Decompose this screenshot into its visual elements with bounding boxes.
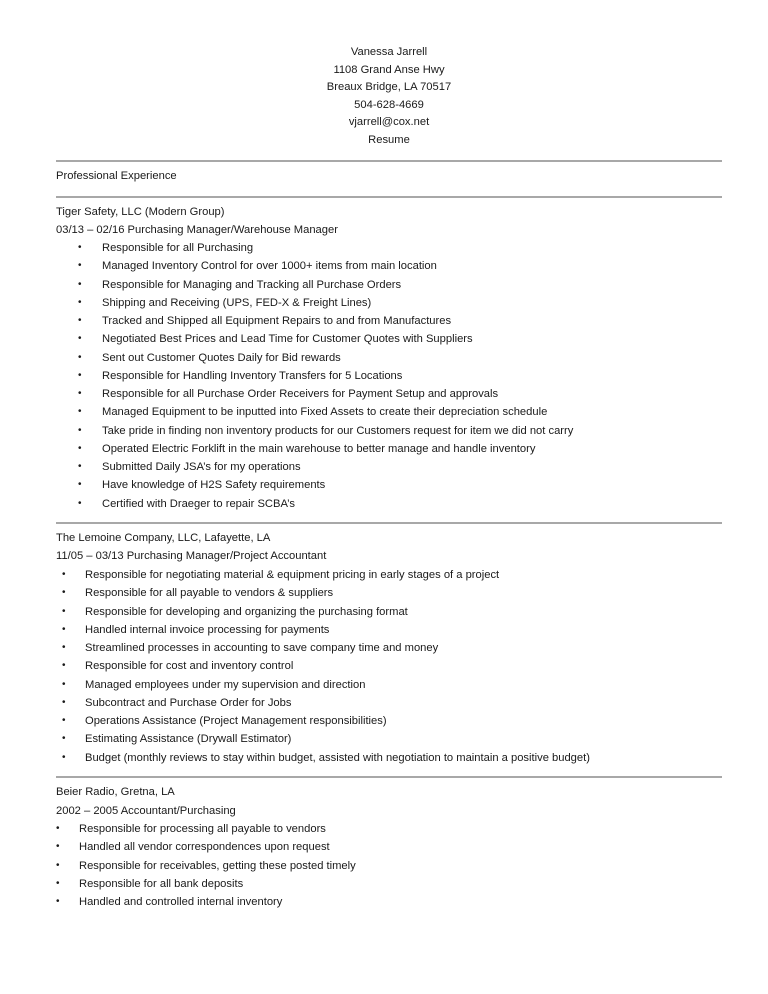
bullet-dot-icon: • [62, 642, 66, 653]
contact-phone: 504-628-4669 [354, 98, 424, 111]
bullet-text: Have knowledge of H2S Safety requirements [102, 479, 326, 492]
job-company: Beier Radio, Gretna, LA [56, 786, 175, 798]
bullet-dot-icon: • [78, 479, 82, 491]
divider [56, 522, 722, 524]
bullet-dot-icon: • [62, 696, 66, 708]
bullet-text: Certified with Draeger to repair SCBA’s [102, 497, 295, 510]
bullet-text: Handled internal invoice processing for payments [85, 623, 330, 636]
bullet-dot-icon: • [62, 605, 66, 617]
bullet-dot-icon: • [78, 388, 82, 399]
bullet-text: Responsible for all Purchasing [102, 242, 254, 254]
contact-name: Vanessa Jarrell [350, 46, 428, 58]
bullet-text: Managed employees under my supervision and direction [85, 678, 366, 691]
bullet-text: Handled and controlled internal inventory [79, 896, 283, 908]
document-label: Resume [368, 133, 410, 146]
bullet-dot-icon: • [56, 859, 60, 871]
bullet-dot-icon: • [78, 333, 82, 345]
bullet-dot-icon: • [62, 733, 66, 745]
bullet-dot-icon: • [62, 715, 66, 726]
bullet-dot-icon: • [56, 823, 60, 834]
bullet-dot-icon: • [56, 896, 60, 907]
bullet-dot-icon: • [78, 278, 82, 290]
bullet-text: Tracked and Shipped all Equipment Repairs to and from Manufactures [102, 315, 452, 327]
section-title: Professional Experience [56, 170, 177, 182]
bullet-dot-icon: • [78, 351, 82, 363]
bullet-dot-icon: • [62, 569, 66, 580]
bullet-dot-icon: • [78, 497, 82, 509]
bullet-dot-icon: • [56, 877, 60, 889]
bullet-text: Estimating Assistance (Drywall Estimator) [85, 733, 292, 746]
bullet-dot-icon: • [62, 660, 66, 672]
job-dates-role: 03/13 – 02/16 Purchasing Manager/Warehouse Manager [56, 224, 338, 236]
contact-email: vjarrell@cox.net [348, 116, 430, 129]
bullet-text: Operated Electric Forklift in the main warehouse to better manage and handle inventory [102, 442, 536, 455]
bullet-dot-icon: • [78, 296, 82, 308]
bullet-text: Budget (monthly reviews to stay within budget, assisted with negotiation to maintain a positive budget) [85, 751, 590, 764]
divider [56, 776, 722, 778]
bullet-dot-icon: • [78, 242, 82, 253]
bullet-text: Responsible for all payable to vendors & suppliers [85, 587, 334, 600]
bullet-dot-icon: • [78, 461, 82, 472]
bullet-text: Sent out Customer Quotes Daily for Bid rewards [102, 351, 341, 364]
bullet-dot-icon: • [78, 260, 82, 272]
bullet-text: Subcontract and Purchase Order for Jobs [85, 696, 292, 709]
bullet-dot-icon: • [78, 424, 82, 436]
contact-city: Breaux Bridge, LA 70517 [326, 81, 452, 94]
bullet-text: Responsible for all bank deposits [79, 877, 244, 890]
divider [56, 160, 722, 162]
bullet-text: Responsible for processing all payable to vendors [79, 823, 326, 835]
bullet-text: Streamlined processes in accounting to save company time and money [85, 642, 439, 654]
bullet-text: Responsible for Managing and Tracking all Purchase Orders [102, 278, 402, 291]
bullet-text: Responsible for negotiating material & equipment pricing in early stages of a project [85, 569, 500, 581]
bullet-dot-icon: • [78, 315, 82, 326]
bullet-dot-icon: • [56, 841, 60, 853]
job-dates-role: 11/05 – 03/13 Purchasing Manager/Project Accountant [56, 550, 327, 562]
bullet-text: Managed Inventory Control for over 1000+ items from main location [102, 260, 437, 273]
job-company: Tiger Safety, LLC (Modern Group) [56, 206, 225, 218]
bullet-text: Operations Assistance (Project Management responsibilities) [85, 715, 387, 727]
bullet-text: Submitted Daily JSA’s for my operations [102, 461, 301, 473]
bullet-dot-icon: • [62, 678, 66, 690]
bullet-text: Responsible for developing and organizing the purchasing format [85, 605, 408, 618]
bullet-text: Responsible for all Purchase Order Receivers for Payment Setup and approvals [102, 388, 499, 400]
contact-street: 1108 Grand Anse Hwy [333, 63, 445, 76]
bullet-text: Responsible for cost and inventory control [85, 660, 294, 673]
bullet-text: Shipping and Receiving (UPS, FED-X & Freight Lines) [102, 296, 372, 309]
bullet-text: Managed Equipment to be inputted into Fixed Assets to create their depreciation schedule [102, 406, 548, 419]
bullet-dot-icon: • [62, 623, 66, 635]
bullet-dot-icon: • [78, 442, 82, 454]
bullet-text: Negotiated Best Prices and Lead Time for Customer Quotes with Suppliers [102, 333, 473, 346]
bullet-dot-icon: • [62, 587, 66, 599]
contact-header [0, 44, 768, 150]
bullet-text: Take pride in finding non inventory products for our Customers request for item we did not carry [102, 424, 574, 437]
bullet-text: Responsible for receivables, getting these posted timely [79, 859, 356, 872]
bullet-text: Handled all vendor correspondences upon request [79, 841, 330, 854]
bullet-dot-icon: • [62, 751, 66, 763]
bullet-dot-icon: • [78, 369, 82, 381]
bullet-dot-icon: • [78, 406, 82, 418]
job-company: The Lemoine Company, LLC, Lafayette, LA [56, 532, 271, 544]
divider [56, 196, 722, 198]
job-dates-role: 2002 – 2005 Accountant/Purchasing [56, 805, 236, 817]
bullet-text: Responsible for Handling Inventory Transfers for 5 Locations [102, 369, 403, 382]
